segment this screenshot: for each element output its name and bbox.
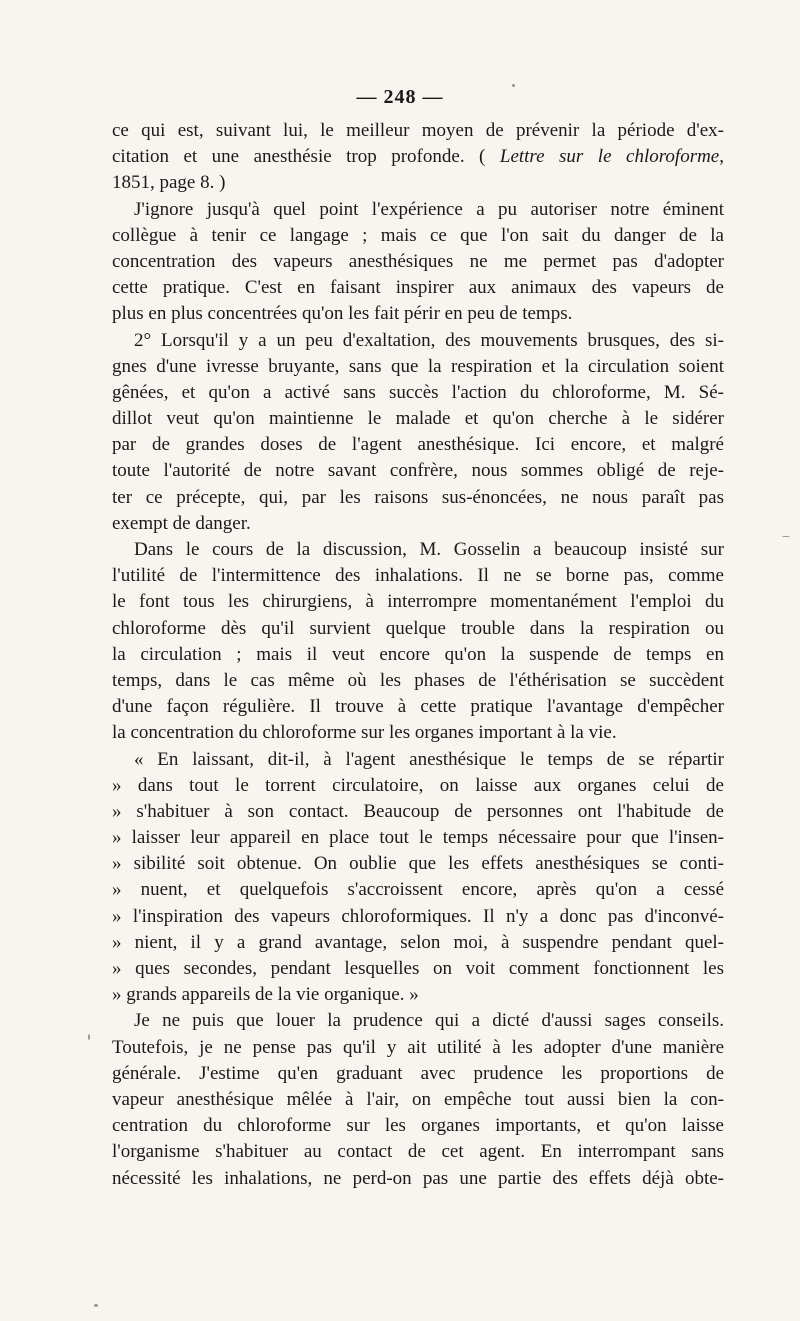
- text-line-content: l'utilité de l'intermittence des inhalations. Il ne se borne pas, comme: [112, 565, 724, 587]
- text-line-content: » grands appareils de la vie organique. »: [112, 984, 419, 1006]
- text-line-content: par de grandes doses de l'agent anesthésique. Ici encore, et malgré: [112, 434, 724, 456]
- text-line-content: Dans le cours de la discussion, M. Gosselin a beaucoup insisté sur: [134, 539, 724, 560]
- text-line: [112, 616, 724, 642]
- text-line-content: citation et une anesthésie trop profonde. (: [112, 146, 500, 168]
- text-line-content: vapeur anesthésique mêlée à l'air, on empêche tout aussi bien la con-: [112, 1088, 724, 1110]
- text-line: [112, 170, 724, 196]
- text-line: [112, 694, 724, 720]
- text-line-content: plus en plus concentrées qu'on les fait périr en peu de temps.: [112, 303, 573, 325]
- text-line: [112, 720, 724, 746]
- text-line-content: » sibilité soit obtenue. On oublie que les effets anesthésiques se conti-: [112, 853, 724, 875]
- text-line-content: la circulation ; mais il veut encore qu'on la suspende de temps en: [112, 643, 724, 665]
- text-line: [112, 851, 724, 877]
- scan-speck: [782, 536, 790, 537]
- text-line: [112, 328, 724, 354]
- text-line-content: la concentration du chloroforme sur les organes important à la vie.: [112, 722, 617, 744]
- text-line-content: concentration des vapeurs anesthésiques ne me permet pas d'adopter: [112, 250, 724, 272]
- text-line-content: cette pratique. C'est en faisant inspirer aux animaux des vapeurs de: [112, 277, 724, 299]
- text-line-content: Je ne puis que louer la prudence qui a dicté d'aussi sages conseils.: [134, 1010, 724, 1032]
- text-line: [112, 485, 724, 511]
- text-line: [112, 825, 724, 851]
- page-number: — 248 —: [356, 86, 444, 108]
- text-line: [112, 301, 724, 327]
- text-line: [112, 747, 724, 773]
- text-line-content: générale. J'estime qu'en graduant avec prudence les proportions de: [112, 1062, 724, 1084]
- text-line: [112, 223, 724, 249]
- text-line: [112, 642, 724, 668]
- text-line-content: » nuent, et quelquefois s'accroissent encore, après qu'on a cessé: [112, 879, 724, 901]
- text-line: [112, 1061, 724, 1087]
- text-line-content: 2° Lorsqu'il y a un peu d'exaltation, des mouvements brusques, des si-: [134, 329, 724, 351]
- text-line: [112, 1035, 724, 1061]
- text-line: [112, 773, 724, 799]
- text-line-content: « En laissant, dit-il, à l'agent anesthésique le temps de se répartir: [134, 748, 724, 770]
- scan-speck: [88, 1034, 90, 1040]
- text-line: [112, 589, 724, 615]
- text-line: [112, 380, 724, 406]
- text-line: [112, 1087, 724, 1113]
- text-line-content: le font tous les chirurgiens, à interrompre momentanément l'emploi du: [112, 591, 724, 613]
- text-line-content: » s'habituer à son contact. Beaucoup de personnes ont l'habitude de: [112, 800, 724, 822]
- text-line-content: l'organisme s'habituer au contact de cet agent. En interrompant sans: [112, 1141, 724, 1163]
- text-line-content: nécessité les inhalations, ne perd-on pas une partie des effets déjà obte-: [112, 1167, 724, 1189]
- text-line: [112, 432, 724, 458]
- text-line-content: d'une façon régulière. Il trouve à cette pratique l'avantage d'empêcher: [112, 696, 724, 718]
- text-line: [112, 1139, 724, 1165]
- text-line-content: 1851, page 8. ): [112, 172, 226, 194]
- scan-speck: [94, 1304, 98, 1307]
- text-line-content: J'ignore jusqu'à quel point l'expérience a pu autoriser notre éminent: [134, 198, 724, 220]
- text-line: [112, 563, 724, 589]
- body-text: [112, 118, 724, 1192]
- text-line-content: gnes d'une ivresse bruyante, sans que la respiration et la circulation soient: [112, 355, 724, 377]
- text-line-content: ce qui est, suivant lui, le meilleur moyen de prévenir la période d'ex-: [112, 120, 724, 141]
- text-line-content: » l'inspiration des vapeurs chloroformiques. Il n'y a donc pas d'inconvé-: [112, 905, 724, 927]
- text-line-content: exempt de danger.: [112, 512, 251, 534]
- italic-citation: Lettre sur le chloroforme: [499, 146, 720, 168]
- text-line: [112, 537, 724, 563]
- text-line: [112, 144, 724, 170]
- text-line: [112, 249, 724, 275]
- text-line: [112, 904, 724, 930]
- text-line-tail: ,: [719, 146, 724, 168]
- text-line: [112, 1166, 724, 1192]
- text-line: [112, 668, 724, 694]
- text-line: [112, 799, 724, 825]
- text-line: [112, 877, 724, 903]
- text-line-content: toute l'autorité de notre savant confrère, nous sommes obligé de reje-: [112, 460, 724, 482]
- text-line-content: » laisser leur appareil en place tout le temps nécessaire pour que l'insen-: [112, 827, 724, 849]
- text-line-content: dillot veut qu'on maintienne le malade et qu'on cherche à le sidérer: [112, 408, 724, 430]
- text-line-content: » ques secondes, pendant lesquelles on voit comment fonctionnent les: [112, 958, 724, 979]
- text-line: [112, 982, 724, 1008]
- text-line: [112, 1113, 724, 1139]
- text-line-content: chloroforme dès qu'il survient quelque trouble dans la respiration ou: [112, 617, 724, 639]
- text-line-content: collègue à tenir ce langage ; mais ce que l'on sait du danger de la: [112, 224, 724, 246]
- text-line: [112, 406, 724, 432]
- text-line: [112, 930, 724, 956]
- text-line-content: centration du chloroforme sur les organes importants, et qu'on laisse: [112, 1115, 724, 1137]
- text-line: [112, 511, 724, 537]
- text-line: [112, 197, 724, 223]
- text-line-content: Toutefois, je ne pense pas qu'il y ait utilité à les adopter d'une manière: [112, 1036, 724, 1058]
- text-line: [112, 275, 724, 301]
- text-line-content: gênées, et qu'on a activé sans succès l'action du chloroforme, M. Sé-: [112, 381, 724, 403]
- text-line-content: » nient, il y a grand avantage, selon moi, à suspendre pendant quel-: [112, 931, 724, 953]
- text-line-content: » dans tout le torrent circulatoire, on laisse aux organes celui de: [112, 774, 724, 796]
- text-line-content: ter ce précepte, qui, par les raisons sus-énoncées, ne nous paraît pas: [112, 486, 724, 508]
- text-line: [112, 1008, 724, 1034]
- scan-speck: [512, 84, 515, 87]
- text-line: [112, 354, 724, 380]
- text-line: [112, 118, 724, 144]
- text-line-content: temps, dans le cas même où les phases de l'éthérisation se succèdent: [112, 669, 724, 691]
- text-line: [112, 956, 724, 982]
- text-line: [112, 458, 724, 484]
